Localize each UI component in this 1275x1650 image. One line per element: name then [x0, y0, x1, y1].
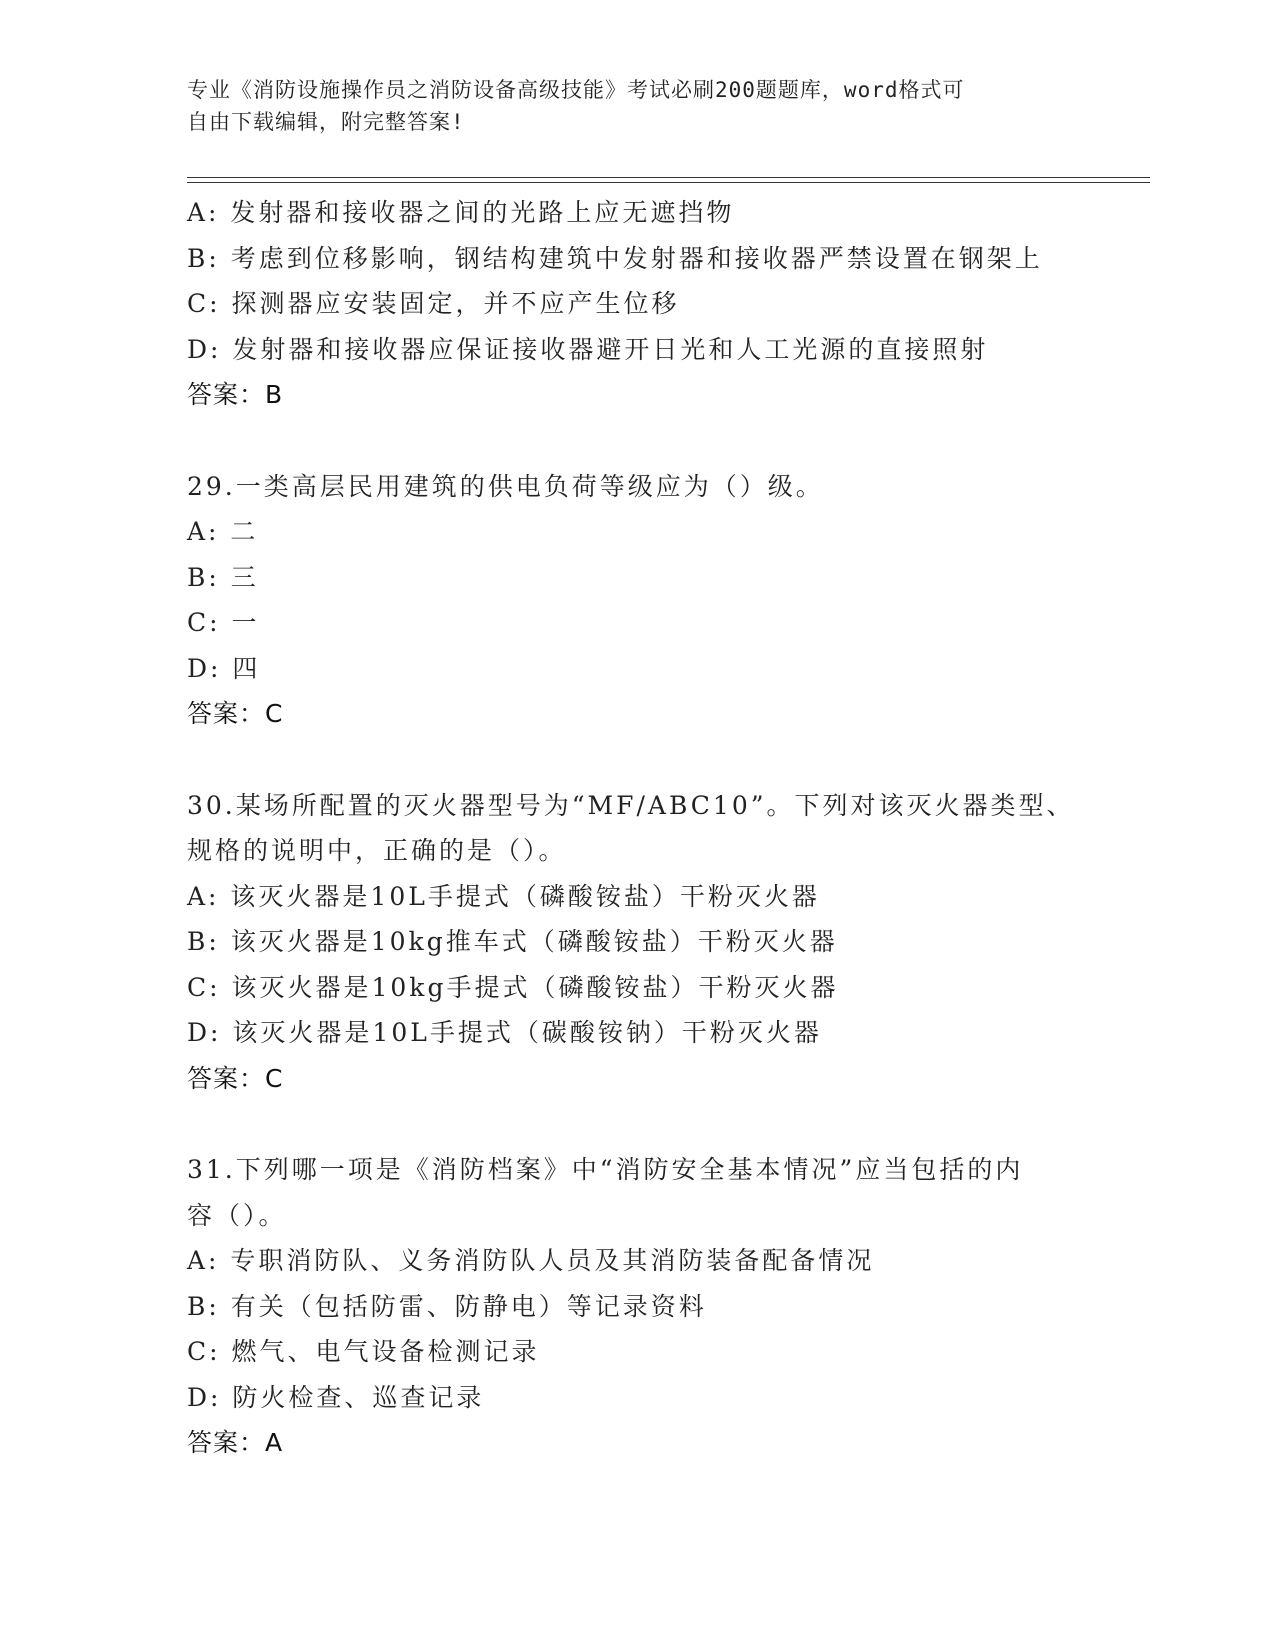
question-stem-line-2: 规格的说明中，正确的是（）。 [187, 836, 567, 865]
option-b: B: 有关（包括防雷、防静电）等记录资料 [187, 1291, 707, 1321]
option-b: B: 三 [187, 562, 259, 592]
option-c: C: 燃气、电气设备检测记录 [187, 1337, 540, 1366]
question-29 [187, 464, 1087, 737]
spacer [187, 1101, 1087, 1147]
option-a: A: 发射器和接收器之间的光路上应无遮挡物 [187, 198, 735, 227]
option-c: C: 该灭火器是10kg手提式（磷酸铵盐）干粉灭火器 [187, 972, 839, 1002]
option-b: B: 该灭火器是10kg推车式（磷酸铵盐）干粉灭火器 [187, 927, 838, 956]
question-stem-line-1: 31.下列哪一项是《消防档案》中“消防安全基本情况”应当包括的内 [187, 1155, 1024, 1184]
question-31 [187, 1147, 1087, 1466]
option-d: D: 该灭火器是10L手提式（碳酸铵钠）干粉灭火器 [187, 1018, 822, 1047]
document-header [187, 74, 1067, 138]
option-a: A: 二 [187, 517, 259, 546]
header-line-2: 自由下载编辑，附完整答案! [187, 110, 465, 134]
answer: 答案：A [187, 1428, 284, 1457]
question-stem-line-2: 容（）。 [187, 1200, 287, 1230]
answer: 答案：B [187, 380, 284, 409]
option-c: C: 探测器应安装固定，并不应产生位移 [187, 289, 680, 318]
answer: 答案：C [187, 699, 284, 728]
question-30 [187, 783, 1087, 1102]
question-stem-line-1: 30.某场所配置的灭火器型号为“MF/ABC10”。下列对该灭火器类型、 [187, 790, 1075, 820]
header-divider-top [187, 177, 1150, 178]
option-d: D: 四 [187, 653, 261, 683]
spacer [187, 418, 1087, 464]
header-line-1: 专业《消防设施操作员之消防设备高级技能》考试必刷200题题库，word格式可 [187, 78, 965, 102]
answer: 答案：C [187, 1063, 284, 1093]
spacer [187, 737, 1087, 783]
header-divider-bottom [187, 182, 1150, 183]
option-c: C: 一 [187, 608, 260, 637]
question-list [187, 190, 1087, 1466]
question-28-continued [187, 190, 1087, 418]
option-a: A: 该灭火器是10L手提式（磷酸铵盐）干粉灭火器 [187, 881, 820, 911]
option-b: B: 考虑到位移影响，钢结构建筑中发射器和接收器严禁设置在钢架上 [187, 243, 1043, 273]
question-stem: 29.一类高层民用建筑的供电负荷等级应为（）级。 [187, 471, 824, 501]
option-a: A: 专职消防队、义务消防队人员及其消防装备配备情况 [187, 1246, 875, 1275]
option-d: D: 发射器和接收器应保证接收器避开日光和人工光源的直接照射 [187, 334, 989, 364]
option-d: D: 防火检查、巡查记录 [187, 1382, 485, 1412]
